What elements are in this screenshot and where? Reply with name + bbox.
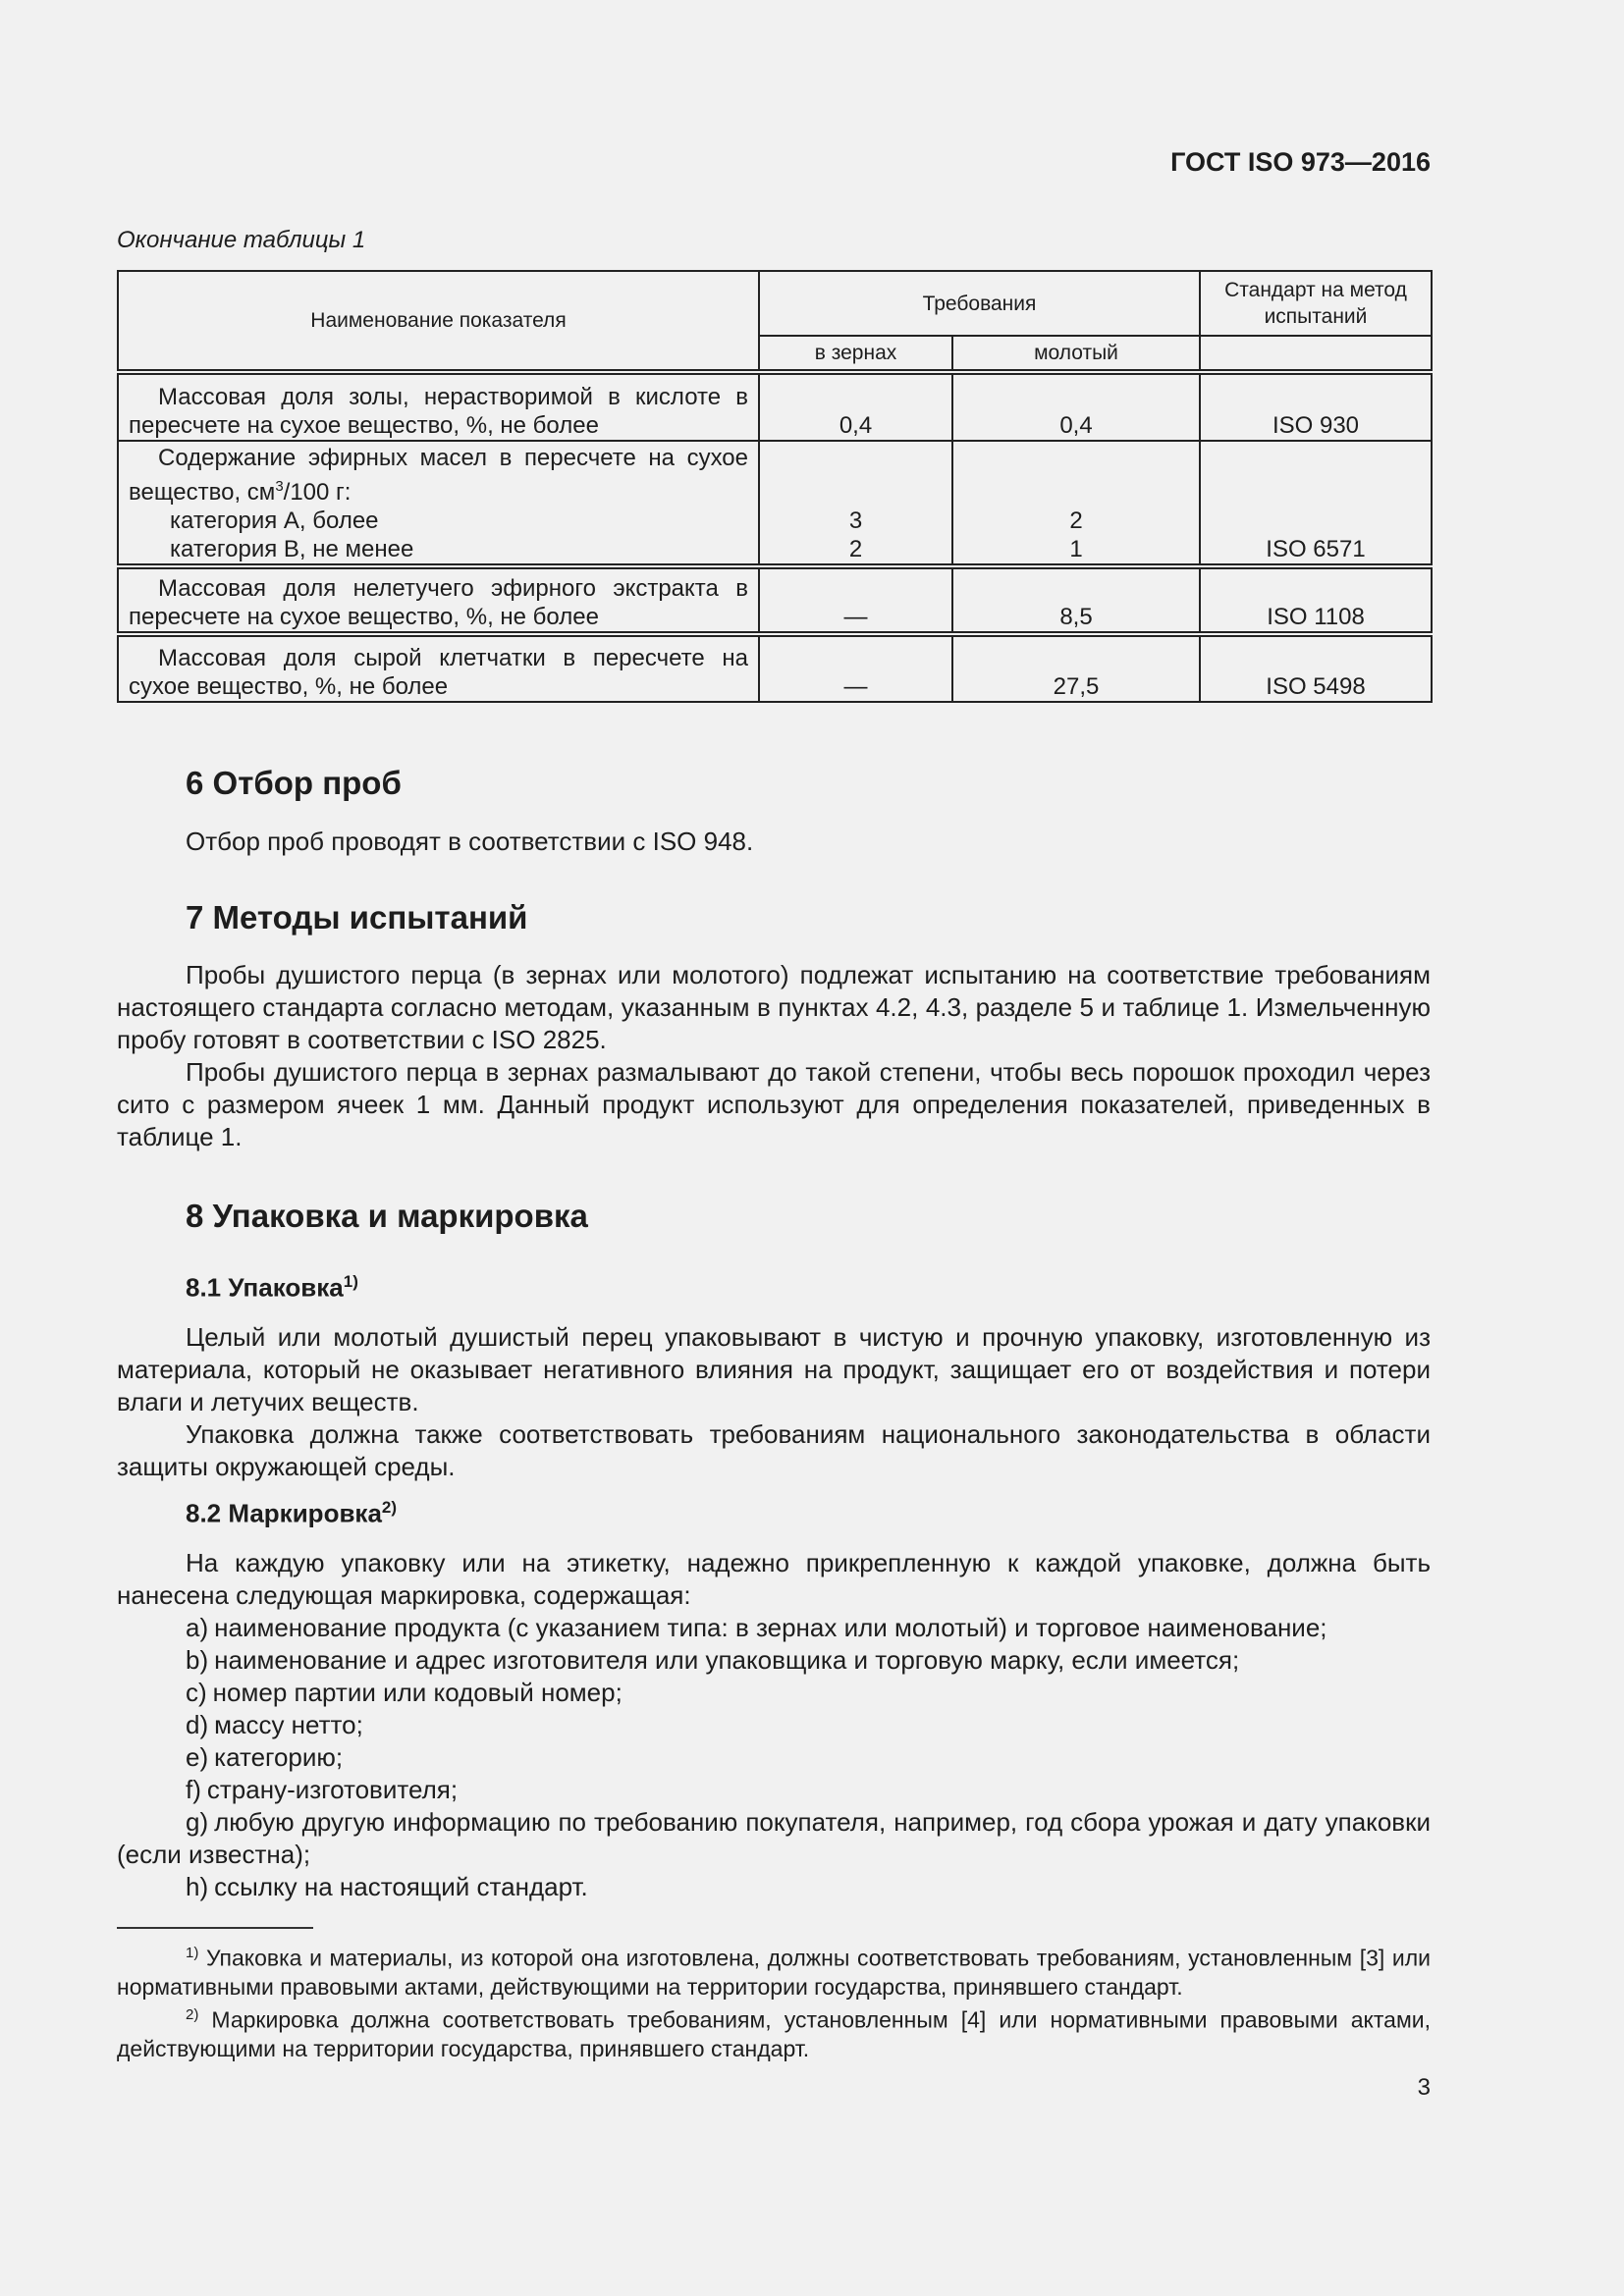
- row-whole: 0,4: [759, 372, 952, 441]
- subsection-8-2-title: 8.2 Маркировка$^{2)}$: [186, 1498, 398, 1528]
- row-ground: 8,5: [952, 566, 1200, 634]
- header-name: Наименование показателя: [118, 271, 759, 372]
- row-method: ISO 5498: [1200, 634, 1432, 702]
- section-8-title: 8 Упаковка и маркировка: [186, 1198, 588, 1234]
- row-ground: 2 1: [952, 441, 1200, 566]
- table-caption: Окончание таблицы 1: [117, 227, 366, 253]
- marking-list: [117, 1612, 1431, 1903]
- list-item: e) категорию;: [186, 1742, 344, 1772]
- row-name: Содержание эфирных масел в пересчете на сухое вещество, $см^3/100$ г: категория А, более категория В, не менее: [118, 441, 759, 566]
- footnote-1: $^{1)}$ Упаковка и материалы, из которой она изготовлена, должны соответствовать требованиям, установленным [3] или нормативными правовыми актами, действующими на территории государства, принявшего стандарт.: [117, 1945, 1431, 2000]
- table-header-row: [118, 271, 1432, 336]
- row-method: ISO 930: [1200, 372, 1432, 441]
- list-item: a) наименование продукта (с указанием типа: в зернах или молотый) и торговое наименование;: [186, 1613, 1327, 1642]
- section-7-paragraph-1: Пробы душистого перца (в зернах или молотого) подлежат испытанию на соответствие требованиям настоящего стандарта согласно методам, указанным в пунктах 4.2, 4.3, разделе 5 и таблице 1. Измельченную пробу готовят в соответствии с ISO 2825.: [117, 960, 1431, 1054]
- header-method-empty: [1200, 336, 1432, 372]
- header-ground: молотый: [952, 336, 1200, 372]
- row-name: Массовая доля сырой клетчатки в пересчете на сухое вещество, %, не более: [118, 634, 759, 702]
- list-item: g) любую другую информацию по требованию покупателя, например, год сбора урожая и дату упаковки (если известна);: [117, 1807, 1431, 1869]
- row-whole: 3 2: [759, 441, 952, 566]
- footnote-2: $^{2)}$ Маркировка должна соответствовать требованиям, установленным [4] или нормативными правовыми актами, действующими на территории государства, принявшего стандарт.: [117, 2006, 1431, 2061]
- subsection-8-1-title: 8.1 Упаковка$^{1)}$: [186, 1272, 358, 1303]
- table-row: [118, 566, 1432, 634]
- list-item: f) страну-изготовителя;: [186, 1775, 459, 1804]
- list-item: h) ссылку на настоящий стандарт.: [186, 1872, 588, 1901]
- table-row: [118, 372, 1432, 441]
- row-name: Массовая доля золы, нерастворимой в кислоте в пересчете на сухое вещество, %, не более: [118, 372, 759, 441]
- page-number: 3: [1417, 2074, 1431, 2101]
- table-row: [118, 441, 1432, 566]
- list-item: c) номер партии или кодовый номер;: [186, 1678, 623, 1707]
- row-method: ISO 1108: [1200, 566, 1432, 634]
- table-row: [118, 634, 1432, 702]
- subsection-8-1-paragraph-2: Упаковка должна также соответствовать требованиям национального законодательства в области защиты окружающей среды.: [117, 1419, 1431, 1481]
- list-item: b) наименование и адрес изготовителя или упаковщика и торговую марку, если имеется;: [186, 1645, 1240, 1675]
- row-ground: 0,4: [952, 372, 1200, 441]
- row-whole: —: [759, 634, 952, 702]
- document-header: ГОСТ ISO 973—2016: [1170, 147, 1431, 177]
- subsection-8-2-paragraph-1: На каждую упаковку или на этикетку, надежно прикрепленную к каждой упаковке, должна быть нанесена следующая маркировка, содержащая:: [117, 1548, 1431, 1610]
- row-whole: —: [759, 566, 952, 634]
- row-name: Массовая доля нелетучего эфирного экстракта в пересчете на сухое вещество, %, не более: [118, 566, 759, 634]
- section-7-paragraph-2: Пробы душистого перца в зернах размалывают до такой степени, чтобы весь порошок проходил через сито с размером ячеек 1 мм. Данный продукт используют для определения показателей, приведенных в таблице 1.: [117, 1057, 1431, 1151]
- footnote-separator: [117, 1927, 313, 1929]
- header-whole: в зернах: [759, 336, 952, 372]
- section-7-title: 7 Методы испытаний: [186, 899, 528, 935]
- section-6-text: Отбор проб проводят в соответствии с ISO 948.: [186, 827, 754, 856]
- row-method: ISO 6571: [1200, 441, 1432, 566]
- header-method: Стандарт на метод испытаний: [1200, 271, 1432, 336]
- list-item: d) массу нетто;: [186, 1710, 363, 1739]
- subsection-8-1-paragraph-1: Целый или молотый душистый перец упаковывают в чистую и прочную упаковку, изготовленную из материала, который не оказывает негативного влияния на продукт, защищает его от воздействия и потери влаги и летучих веществ.: [117, 1322, 1431, 1416]
- header-requirements: Требования: [759, 271, 1200, 336]
- row-ground: 27,5: [952, 634, 1200, 702]
- requirements-table: [117, 270, 1433, 703]
- section-6-title: 6 Отбор проб: [186, 765, 402, 801]
